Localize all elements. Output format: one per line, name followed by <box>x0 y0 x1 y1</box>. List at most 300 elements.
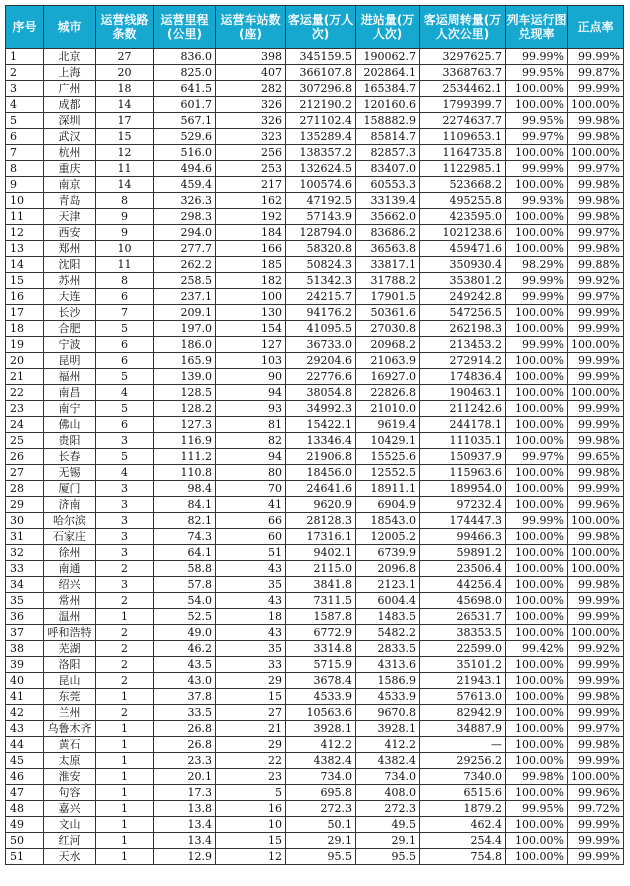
cell-on-time-rate: 99.72% <box>568 801 624 817</box>
cell-index: 11 <box>6 209 44 225</box>
cell-on-time-rate: 99.98% <box>568 737 624 753</box>
cell-entries: 20968.2 <box>356 337 420 353</box>
cell-lines: 6 <box>96 417 154 433</box>
cell-entries: 50361.6 <box>356 305 420 321</box>
cell-schedule-fulfillment: 99.97% <box>506 129 568 145</box>
cell-stations: 100 <box>216 289 286 305</box>
table-row <box>6 721 624 737</box>
cell-ridership: 18456.0 <box>286 465 356 481</box>
table-row <box>6 145 624 161</box>
cell-schedule-fulfillment: 100.00% <box>506 433 568 449</box>
cell-stations: 12 <box>216 849 286 865</box>
cell-schedule-fulfillment: 99.42% <box>506 641 568 657</box>
cell-on-time-rate: 99.99% <box>568 417 624 433</box>
cell-entries: 2833.5 <box>356 641 420 657</box>
cell-on-time-rate: 99.88% <box>568 257 624 273</box>
cell-schedule-fulfillment: 100.00% <box>506 721 568 737</box>
cell-lines: 5 <box>96 321 154 337</box>
header-on-time-rate: 正点率 <box>568 6 624 49</box>
cell-ridership: 58320.8 <box>286 241 356 257</box>
cell-on-time-rate: 99.99% <box>568 817 624 833</box>
cell-index: 30 <box>6 513 44 529</box>
cell-entries: 5482.2 <box>356 625 420 641</box>
cell-index: 7 <box>6 145 44 161</box>
cell-passenger-km: 150937.9 <box>420 449 506 465</box>
cell-passenger-km: 272914.2 <box>420 353 506 369</box>
cell-entries: 2123.1 <box>356 577 420 593</box>
cell-city: 合肥 <box>44 321 96 337</box>
header-mileage: 运营里程(公里) <box>154 6 216 49</box>
table-row <box>6 369 624 385</box>
cell-lines: 5 <box>96 401 154 417</box>
cell-passenger-km: 350930.4 <box>420 257 506 273</box>
cell-city: 红河 <box>44 833 96 849</box>
cell-lines: 14 <box>96 97 154 113</box>
cell-entries: 33817.1 <box>356 257 420 273</box>
cell-ridership: 138357.2 <box>286 145 356 161</box>
cell-stations: 326 <box>216 97 286 113</box>
cell-index: 50 <box>6 833 44 849</box>
cell-mileage: 52.5 <box>154 609 216 625</box>
cell-schedule-fulfillment: 100.00% <box>506 353 568 369</box>
cell-schedule-fulfillment: 99.98% <box>506 769 568 785</box>
table-row <box>6 737 624 753</box>
cell-passenger-km: 495255.8 <box>420 193 506 209</box>
cell-schedule-fulfillment: 99.93% <box>506 193 568 209</box>
cell-index: 41 <box>6 689 44 705</box>
cell-city: 广州 <box>44 81 96 97</box>
cell-on-time-rate: 99.97% <box>568 161 624 177</box>
cell-on-time-rate: 99.96% <box>568 497 624 513</box>
cell-lines: 8 <box>96 273 154 289</box>
cell-city: 兰州 <box>44 705 96 721</box>
cell-mileage: 26.8 <box>154 737 216 753</box>
cell-ridership: 3928.1 <box>286 721 356 737</box>
cell-city: 呼和浩特 <box>44 625 96 641</box>
cell-entries: 83407.0 <box>356 161 420 177</box>
cell-schedule-fulfillment: 100.00% <box>506 577 568 593</box>
cell-on-time-rate: 99.99% <box>568 321 624 337</box>
cell-ridership: 212190.2 <box>286 97 356 113</box>
cell-entries: 10429.1 <box>356 433 420 449</box>
cell-index: 9 <box>6 177 44 193</box>
cell-schedule-fulfillment: 100.00% <box>506 705 568 721</box>
cell-entries: 408.0 <box>356 785 420 801</box>
cell-ridership: 100574.6 <box>286 177 356 193</box>
cell-schedule-fulfillment: 100.00% <box>506 737 568 753</box>
cell-city: 济南 <box>44 497 96 513</box>
cell-mileage: 128.5 <box>154 385 216 401</box>
cell-entries: 120160.6 <box>356 97 420 113</box>
cell-on-time-rate: 99.99% <box>568 657 624 673</box>
cell-entries: 35662.0 <box>356 209 420 225</box>
cell-lines: 18 <box>96 81 154 97</box>
cell-passenger-km: 1799399.7 <box>420 97 506 113</box>
cell-passenger-km: 249242.8 <box>420 289 506 305</box>
cell-city: 上海 <box>44 65 96 81</box>
cell-mileage: 13.4 <box>154 833 216 849</box>
cell-passenger-km: 82942.9 <box>420 705 506 721</box>
header-city: 城市 <box>44 6 96 49</box>
cell-mileage: 825.0 <box>154 65 216 81</box>
cell-city: 芜湖 <box>44 641 96 657</box>
cell-index: 21 <box>6 369 44 385</box>
cell-passenger-km: — <box>420 737 506 753</box>
cell-passenger-km: 262198.3 <box>420 321 506 337</box>
cell-lines: 14 <box>96 177 154 193</box>
cell-lines: 20 <box>96 65 154 81</box>
header-ridership: 客运量(万人次) <box>286 6 356 49</box>
cell-entries: 2096.8 <box>356 561 420 577</box>
cell-index: 45 <box>6 753 44 769</box>
cell-on-time-rate: 100.00% <box>568 625 624 641</box>
cell-mileage: 165.9 <box>154 353 216 369</box>
cell-passenger-km: 189954.0 <box>420 481 506 497</box>
cell-ridership: 13346.4 <box>286 433 356 449</box>
table-row <box>6 785 624 801</box>
cell-on-time-rate: 100.00% <box>568 145 624 161</box>
table-row <box>6 417 624 433</box>
table-row <box>6 321 624 337</box>
cell-index: 47 <box>6 785 44 801</box>
cell-entries: 6739.9 <box>356 545 420 561</box>
cell-stations: 323 <box>216 129 286 145</box>
cell-ridership: 34992.3 <box>286 401 356 417</box>
cell-stations: 184 <box>216 225 286 241</box>
cell-city: 天津 <box>44 209 96 225</box>
cell-entries: 6004.4 <box>356 593 420 609</box>
cell-passenger-km: 21943.1 <box>420 673 506 689</box>
cell-index: 40 <box>6 673 44 689</box>
cell-ridership: 41095.5 <box>286 321 356 337</box>
cell-city: 文山 <box>44 817 96 833</box>
cell-lines: 1 <box>96 785 154 801</box>
table-row <box>6 97 624 113</box>
cell-city: 福州 <box>44 369 96 385</box>
header-row <box>6 6 624 49</box>
cell-passenger-km: 7340.0 <box>420 769 506 785</box>
cell-ridership: 6772.9 <box>286 625 356 641</box>
cell-city: 哈尔滨 <box>44 513 96 529</box>
cell-ridership: 50.1 <box>286 817 356 833</box>
cell-lines: 2 <box>96 705 154 721</box>
table-row <box>6 689 624 705</box>
cell-index: 5 <box>6 113 44 129</box>
cell-on-time-rate: 100.00% <box>568 513 624 529</box>
cell-index: 25 <box>6 433 44 449</box>
table-row <box>6 849 624 865</box>
table-row <box>6 513 624 529</box>
cell-passenger-km: 111035.1 <box>420 433 506 449</box>
cell-lines: 3 <box>96 433 154 449</box>
cell-city: 杭州 <box>44 145 96 161</box>
cell-stations: 18 <box>216 609 286 625</box>
cell-city: 昆明 <box>44 353 96 369</box>
cell-ridership: 38054.8 <box>286 385 356 401</box>
cell-city: 西安 <box>44 225 96 241</box>
cell-lines: 9 <box>96 209 154 225</box>
cell-city: 重庆 <box>44 161 96 177</box>
cell-mileage: 128.2 <box>154 401 216 417</box>
table-row <box>6 177 624 193</box>
cell-schedule-fulfillment: 100.00% <box>506 305 568 321</box>
cell-index: 14 <box>6 257 44 273</box>
cell-lines: 1 <box>96 801 154 817</box>
cell-entries: 18543.0 <box>356 513 420 529</box>
table-row <box>6 833 624 849</box>
cell-mileage: 459.4 <box>154 177 216 193</box>
cell-on-time-rate: 99.92% <box>568 641 624 657</box>
cell-stations: 80 <box>216 465 286 481</box>
cell-index: 18 <box>6 321 44 337</box>
cell-entries: 158882.9 <box>356 113 420 129</box>
cell-mileage: 43.0 <box>154 673 216 689</box>
cell-lines: 11 <box>96 161 154 177</box>
cell-mileage: 258.5 <box>154 273 216 289</box>
cell-mileage: 37.8 <box>154 689 216 705</box>
cell-city: 武汉 <box>44 129 96 145</box>
cell-index: 42 <box>6 705 44 721</box>
cell-on-time-rate: 99.98% <box>568 433 624 449</box>
cell-stations: 5 <box>216 785 286 801</box>
cell-lines: 2 <box>96 561 154 577</box>
cell-lines: 2 <box>96 641 154 657</box>
cell-mileage: 84.1 <box>154 497 216 513</box>
cell-entries: 1586.9 <box>356 673 420 689</box>
table-row <box>6 625 624 641</box>
cell-passenger-km: 2534462.1 <box>420 81 506 97</box>
cell-city: 徐州 <box>44 545 96 561</box>
cell-on-time-rate: 99.65% <box>568 449 624 465</box>
cell-lines: 3 <box>96 481 154 497</box>
cell-schedule-fulfillment: 100.00% <box>506 849 568 865</box>
cell-mileage: 139.0 <box>154 369 216 385</box>
cell-ridership: 5715.9 <box>286 657 356 673</box>
cell-on-time-rate: 99.97% <box>568 721 624 737</box>
cell-on-time-rate: 100.00% <box>568 385 624 401</box>
cell-schedule-fulfillment: 100.00% <box>506 753 568 769</box>
cell-stations: 166 <box>216 241 286 257</box>
cell-on-time-rate: 99.98% <box>568 577 624 593</box>
cell-city: 郑州 <box>44 241 96 257</box>
cell-city: 温州 <box>44 609 96 625</box>
cell-stations: 94 <box>216 385 286 401</box>
cell-on-time-rate: 99.98% <box>568 209 624 225</box>
cell-on-time-rate: 99.98% <box>568 689 624 705</box>
cell-passenger-km: 1879.2 <box>420 801 506 817</box>
cell-entries: 3928.1 <box>356 721 420 737</box>
cell-entries: 33139.4 <box>356 193 420 209</box>
cell-entries: 165384.7 <box>356 81 420 97</box>
cell-mileage: 57.8 <box>154 577 216 593</box>
cell-passenger-km: 211242.6 <box>420 401 506 417</box>
cell-ridership: 695.8 <box>286 785 356 801</box>
cell-on-time-rate: 99.99% <box>568 705 624 721</box>
cell-lines: 6 <box>96 353 154 369</box>
cell-entries: 49.5 <box>356 817 420 833</box>
cell-mileage: 326.3 <box>154 193 216 209</box>
cell-stations: 192 <box>216 209 286 225</box>
cell-index: 34 <box>6 577 44 593</box>
cell-ridership: 345159.5 <box>286 49 356 65</box>
cell-passenger-km: 1109653.1 <box>420 129 506 145</box>
cell-city: 苏州 <box>44 273 96 289</box>
cell-stations: 162 <box>216 193 286 209</box>
cell-mileage: 49.0 <box>154 625 216 641</box>
cell-stations: 43 <box>216 593 286 609</box>
cell-entries: 9619.4 <box>356 417 420 433</box>
cell-schedule-fulfillment: 100.00% <box>506 417 568 433</box>
cell-mileage: 54.0 <box>154 593 216 609</box>
cell-mileage: 33.5 <box>154 705 216 721</box>
cell-stations: 282 <box>216 81 286 97</box>
cell-ridership: 132624.5 <box>286 161 356 177</box>
cell-entries: 18911.1 <box>356 481 420 497</box>
cell-entries: 31788.2 <box>356 273 420 289</box>
cell-city: 石家庄 <box>44 529 96 545</box>
cell-passenger-km: 29256.2 <box>420 753 506 769</box>
cell-index: 33 <box>6 561 44 577</box>
cell-passenger-km: 3297625.7 <box>420 49 506 65</box>
cell-on-time-rate: 100.00% <box>568 545 624 561</box>
cell-ridership: 29204.6 <box>286 353 356 369</box>
cell-stations: 29 <box>216 737 286 753</box>
cell-stations: 154 <box>216 321 286 337</box>
header-passenger-km: 客运周转量(万人次公里) <box>420 6 506 49</box>
cell-schedule-fulfillment: 100.00% <box>506 833 568 849</box>
cell-schedule-fulfillment: 99.95% <box>506 113 568 129</box>
cell-on-time-rate: 100.00% <box>568 561 624 577</box>
cell-schedule-fulfillment: 100.00% <box>506 673 568 689</box>
cell-lines: 2 <box>96 673 154 689</box>
cell-entries: 15525.6 <box>356 449 420 465</box>
cell-stations: 94 <box>216 449 286 465</box>
table-row <box>6 401 624 417</box>
cell-mileage: 13.8 <box>154 801 216 817</box>
cell-schedule-fulfillment: 100.00% <box>506 561 568 577</box>
cell-index: 32 <box>6 545 44 561</box>
cell-passenger-km: 254.4 <box>420 833 506 849</box>
cell-index: 20 <box>6 353 44 369</box>
cell-lines: 12 <box>96 145 154 161</box>
cell-schedule-fulfillment: 100.00% <box>506 209 568 225</box>
cell-ridership: 4382.4 <box>286 753 356 769</box>
cell-lines: 17 <box>96 113 154 129</box>
cell-mileage: 567.1 <box>154 113 216 129</box>
cell-on-time-rate: 99.99% <box>568 353 624 369</box>
cell-schedule-fulfillment: 100.00% <box>506 385 568 401</box>
cell-stations: 35 <box>216 641 286 657</box>
cell-lines: 5 <box>96 369 154 385</box>
cell-lines: 3 <box>96 545 154 561</box>
cell-schedule-fulfillment: 100.00% <box>506 529 568 545</box>
cell-index: 36 <box>6 609 44 625</box>
table-row <box>6 609 624 625</box>
table-row <box>6 577 624 593</box>
cell-stations: 21 <box>216 721 286 737</box>
cell-on-time-rate: 99.99% <box>568 849 624 865</box>
cell-mileage: 516.0 <box>154 145 216 161</box>
cell-city: 天水 <box>44 849 96 865</box>
cell-ridership: 1587.8 <box>286 609 356 625</box>
cell-index: 10 <box>6 193 44 209</box>
cell-stations: 130 <box>216 305 286 321</box>
cell-ridership: 271102.4 <box>286 113 356 129</box>
cell-schedule-fulfillment: 100.00% <box>506 593 568 609</box>
table-row <box>6 129 624 145</box>
cell-index: 17 <box>6 305 44 321</box>
cell-passenger-km: 1021238.6 <box>420 225 506 241</box>
cell-city: 成都 <box>44 97 96 113</box>
cell-stations: 82 <box>216 433 286 449</box>
cell-entries: 202864.1 <box>356 65 420 81</box>
cell-passenger-km: 547256.5 <box>420 305 506 321</box>
cell-schedule-fulfillment: 100.00% <box>506 481 568 497</box>
cell-lines: 3 <box>96 513 154 529</box>
cell-entries: 734.0 <box>356 769 420 785</box>
cell-entries: 22826.8 <box>356 385 420 401</box>
transit-statistics-table <box>5 5 624 865</box>
cell-entries: 16927.0 <box>356 369 420 385</box>
cell-lines: 4 <box>96 465 154 481</box>
cell-schedule-fulfillment: 99.99% <box>506 273 568 289</box>
cell-city: 常州 <box>44 593 96 609</box>
table-row <box>6 113 624 129</box>
cell-passenger-km: 59891.2 <box>420 545 506 561</box>
cell-schedule-fulfillment: 98.29% <box>506 257 568 273</box>
cell-on-time-rate: 100.00% <box>568 337 624 353</box>
cell-schedule-fulfillment: 99.97% <box>506 449 568 465</box>
cell-mileage: 20.1 <box>154 769 216 785</box>
cell-index: 16 <box>6 289 44 305</box>
cell-lines: 6 <box>96 337 154 353</box>
cell-stations: 51 <box>216 545 286 561</box>
cell-lines: 2 <box>96 593 154 609</box>
cell-on-time-rate: 99.98% <box>568 177 624 193</box>
cell-lines: 9 <box>96 225 154 241</box>
cell-mileage: 110.8 <box>154 465 216 481</box>
header-entries: 进站量(万人次) <box>356 6 420 49</box>
cell-mileage: 17.3 <box>154 785 216 801</box>
cell-ridership: 272.3 <box>286 801 356 817</box>
cell-ridership: 135289.4 <box>286 129 356 145</box>
cell-ridership: 9402.1 <box>286 545 356 561</box>
cell-schedule-fulfillment: 100.00% <box>506 657 568 673</box>
cell-passenger-km: 462.4 <box>420 817 506 833</box>
cell-stations: 398 <box>216 49 286 65</box>
cell-ridership: 4533.9 <box>286 689 356 705</box>
cell-lines: 10 <box>96 241 154 257</box>
cell-city: 昆山 <box>44 673 96 689</box>
cell-index: 1 <box>6 49 44 65</box>
cell-index: 48 <box>6 801 44 817</box>
cell-city: 太原 <box>44 753 96 769</box>
cell-mileage: 641.5 <box>154 81 216 97</box>
cell-lines: 1 <box>96 833 154 849</box>
cell-stations: 60 <box>216 529 286 545</box>
cell-mileage: 64.1 <box>154 545 216 561</box>
cell-ridership: 366107.8 <box>286 65 356 81</box>
cell-index: 49 <box>6 817 44 833</box>
table-row <box>6 465 624 481</box>
cell-entries: 4313.6 <box>356 657 420 673</box>
table-row <box>6 65 624 81</box>
table-row <box>6 209 624 225</box>
cell-passenger-km: 22599.0 <box>420 641 506 657</box>
cell-passenger-km: 26531.7 <box>420 609 506 625</box>
cell-index: 43 <box>6 721 44 737</box>
cell-passenger-km: 97232.4 <box>420 497 506 513</box>
